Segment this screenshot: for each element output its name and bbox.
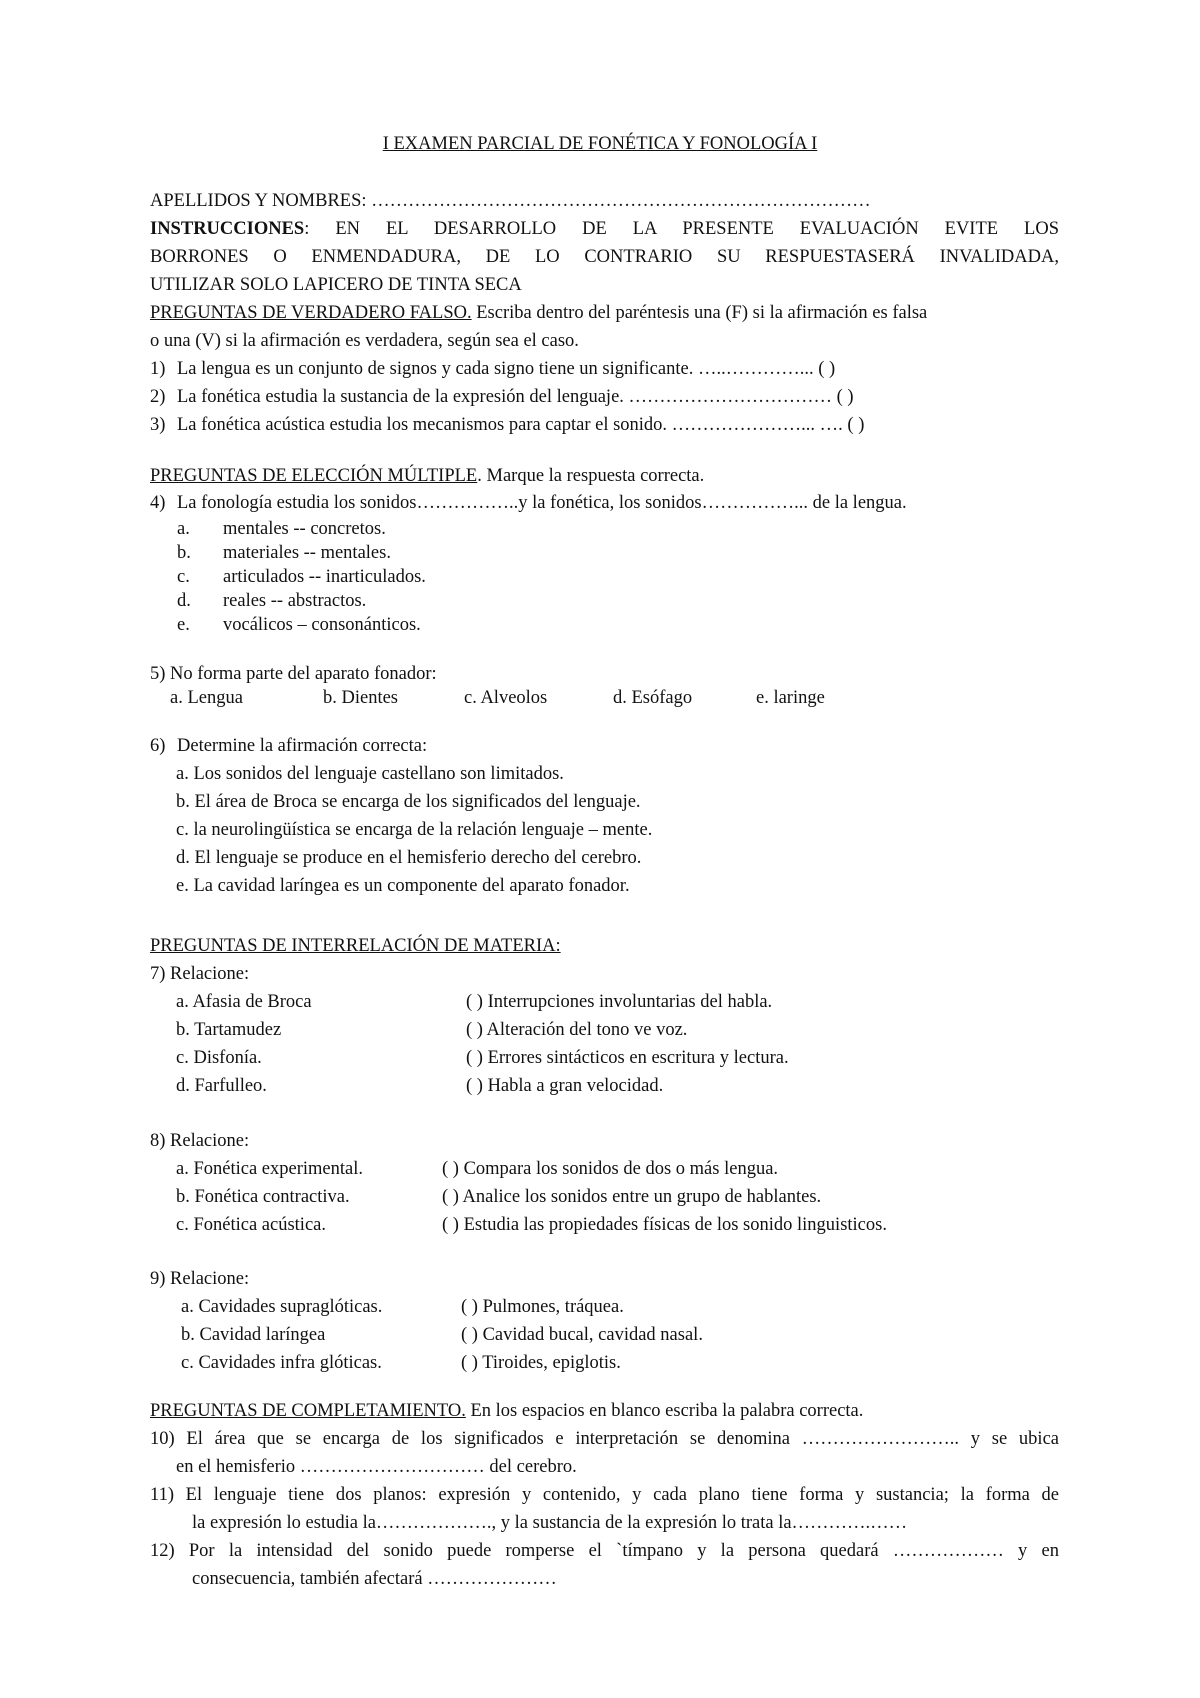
instructions-label: INSTRUCCIONES — [150, 219, 305, 239]
comp-instructions: En los espacios en blanco escriba la palabra correcta. — [465, 1401, 864, 1421]
vf-item-2 — [150, 386, 854, 408]
q5-option-b: b. Dientes — [323, 688, 399, 708]
mc-instructions: . Marque la respuesta correcta. — [477, 466, 705, 486]
option-letter: c. — [177, 567, 190, 587]
mc-heading: PREGUNTAS DE ELECCIÓN MÚLTIPLE — [150, 466, 478, 486]
q9-left-c: c. Cavidades infra glóticas. — [181, 1353, 382, 1373]
item-text: Determine la afirmación correcta: — [177, 736, 428, 756]
q6-option-b: b. El área de Broca se encarga de los significados del lenguaje. — [176, 792, 641, 812]
q5-option-a: a. Lengua — [170, 688, 243, 708]
option-text: materiales -- mentales. — [223, 543, 391, 563]
q9-right-2: ( ) Cavidad bucal, cavidad nasal. — [461, 1325, 703, 1345]
q9-stem: 9) Relacione: — [150, 1269, 250, 1289]
q10-line-2: en el hemisferio ………………………… del cerebro. — [176, 1457, 577, 1477]
q7-right-4: ( ) Habla a gran velocidad. — [466, 1076, 664, 1096]
option-letter: a. — [177, 519, 190, 539]
option-letter: e. — [177, 615, 190, 635]
q8-left-b: b. Fonética contractiva. — [176, 1187, 350, 1207]
q11-line-1: 11) El lenguaje tiene dos planos: expresión y contenido, y cada plano tiene forma y sustancia; la forma de — [150, 1485, 1059, 1505]
option-text: reales -- abstractos. — [223, 591, 367, 611]
q8-right-2: ( ) Analice los sonidos entre un grupo de hablantes. — [442, 1187, 822, 1207]
q7-left-c: c. Disfonía. — [176, 1048, 262, 1068]
mc-heading-line — [150, 465, 704, 487]
exam-title: I EXAMEN PARCIAL DE FONÉTICA Y FONOLOGÍA I — [382, 134, 818, 154]
q4-stem — [150, 492, 907, 514]
item-number: 1) — [150, 359, 166, 379]
q5-option-d: d. Esófago — [613, 688, 693, 708]
item-text: La lengua es un conjunto de signos y cada signo tiene un significante. …..…………... ( ) — [177, 359, 836, 379]
item-text: La fonología estudia los sonidos……………..y la fonética, los sonidos……………... de la lengua. — [177, 493, 907, 513]
vf-instructions-1: Escriba dentro del paréntesis una (F) si la afirmación es falsa — [471, 303, 928, 323]
option-text: vocálicos – consonánticos. — [223, 615, 421, 635]
q4-option-c — [177, 566, 426, 588]
comp-heading-line — [150, 1400, 863, 1422]
q7-stem: 7) Relacione: — [150, 964, 250, 984]
q5-option-c: c. Alveolos — [464, 688, 548, 708]
vf-heading: PREGUNTAS DE VERDADERO FALSO. — [150, 303, 472, 323]
q11-line-2: la expresión lo estudia la………………., y la sustancia de la expresión lo trata la………….…… — [192, 1513, 908, 1533]
q7-left-a: a. Afasia de Broca — [176, 992, 312, 1012]
q8-stem: 8) Relacione: — [150, 1131, 250, 1151]
item-number: 4) — [150, 493, 166, 513]
q9-left-b: b. Cavidad laríngea — [181, 1325, 326, 1345]
q9-right-3: ( ) Tiroides, epiglotis. — [461, 1353, 621, 1373]
q10-line-1: 10) El área que se encarga de los significados e interpretación se denomina …………………….. y se ubica — [150, 1429, 1059, 1449]
instructions-line-2: BORRONES O ENMENDADURA, DE LO CONTRARIO SU RESPUESTASERÁ INVALIDADA, — [150, 247, 1059, 267]
vf-heading-line — [150, 302, 927, 324]
q7-right-1: ( ) Interrupciones involuntarias del habla. — [466, 992, 773, 1012]
name-line: APELLIDOS Y NOMBRES: ……………………………………………………………………… — [150, 191, 871, 211]
q8-right-1: ( ) Compara los sonidos de dos o más lengua. — [442, 1159, 779, 1179]
item-text: La fonética estudia la sustancia de la expresión del lenguaje. …………………………… ( ) — [177, 387, 854, 407]
item-text: La fonética acústica estudia los mecanismos para captar el sonido. …………………... …. ( ) — [177, 415, 865, 435]
q4-option-a — [177, 518, 386, 540]
item-number: 6) — [150, 736, 166, 756]
q9-right-1: ( ) Pulmones, tráquea. — [461, 1297, 624, 1317]
option-text: mentales -- concretos. — [223, 519, 386, 539]
q7-right-3: ( ) Errores sintácticos en escritura y lectura. — [466, 1048, 789, 1068]
q5-stem: 5) No forma parte del aparato fonador: — [150, 664, 437, 684]
q6-option-e: e. La cavidad laríngea es un componente del aparato fonador. — [176, 876, 630, 896]
q6-option-c: c. la neurolingüística se encarga de la relación lenguaje – mente. — [176, 820, 653, 840]
q4-option-e — [177, 614, 421, 636]
q12-line-2: consecuencia, también afectará ………………… — [192, 1569, 557, 1589]
q7-left-d: d. Farfulleo. — [176, 1076, 267, 1096]
option-letter: b. — [177, 543, 191, 563]
instructions-text-1: : EN EL DESARROLLO DE LA PRESENTE EVALUACIÓN EVITE LOS — [304, 219, 1059, 239]
option-text: articulados -- inarticulados. — [223, 567, 426, 587]
vf-item-1 — [150, 358, 835, 380]
q4-option-b — [177, 542, 391, 564]
q8-right-3: ( ) Estudia las propiedades físicas de los sonido linguisticos. — [442, 1215, 887, 1235]
q12-line-1: 12) Por la intensidad del sonido puede romperse el `tímpano y la persona quedará ……………… y en — [150, 1541, 1059, 1561]
q9-left-a: a. Cavidades supraglóticas. — [181, 1297, 383, 1317]
instructions-line-1 — [150, 218, 1059, 240]
vf-item-3 — [150, 414, 864, 436]
q6-option-d: d. El lenguaje se produce en el hemisferio derecho del cerebro. — [176, 848, 642, 868]
vf-instructions-2: o una (V) si la afirmación es verdadera, según sea el caso. — [150, 331, 579, 351]
q7-right-2: ( ) Alteración del tono ve voz. — [466, 1020, 688, 1040]
q8-left-c: c. Fonética acústica. — [176, 1215, 326, 1235]
q8-left-a: a. Fonética experimental. — [176, 1159, 363, 1179]
instructions-line-3: UTILIZAR SOLO LAPICERO DE TINTA SECA — [150, 275, 522, 295]
rel-heading: PREGUNTAS DE INTERRELACIÓN DE MATERIA: — [150, 936, 561, 956]
q7-left-b: b. Tartamudez — [176, 1020, 282, 1040]
item-number: 2) — [150, 387, 166, 407]
q5-option-e: e. laringe — [756, 688, 825, 708]
option-letter: d. — [177, 591, 191, 611]
q6-stem — [150, 735, 427, 757]
item-number: 3) — [150, 415, 166, 435]
comp-heading: PREGUNTAS DE COMPLETAMIENTO. — [150, 1401, 466, 1421]
q6-option-a: a. Los sonidos del lenguaje castellano son limitados. — [176, 764, 564, 784]
q4-option-d — [177, 590, 366, 612]
